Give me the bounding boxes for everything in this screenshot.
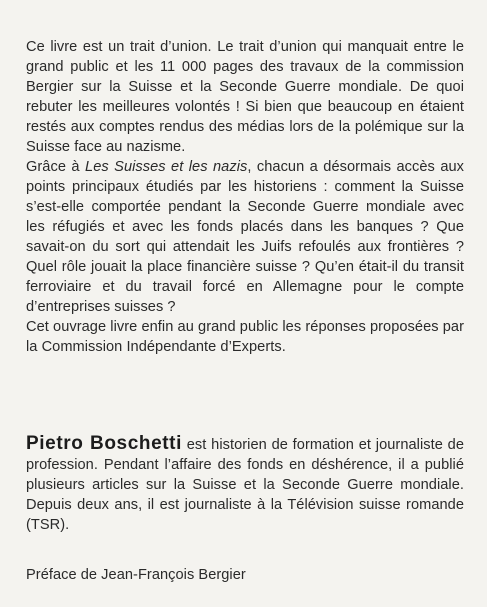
author-bio-paragraph — [26, 434, 464, 535]
blurb-paragraph-2-lead: Grâce à — [26, 159, 86, 175]
author-name: Pietro Boschetti — [26, 433, 182, 454]
preface-line: Préface de Jean-François Bergier — [26, 567, 246, 583]
book-title: Les Suisses et les nazis — [85, 159, 248, 175]
author-bio-text: est historien de formation et journaliste de profession. Pendant l’affaire des fonds en déshérence, il a publié plusieurs articles sur la Suisse et la Seconde Guerre mondiale. Depuis deux ans, il est journaliste à la Télévision suisse romande (TSR). — [26, 437, 464, 533]
blurb-paragraph-2-rest: , chacun a désormais accès aux points principaux étudiés par les historiens : comment la Suisse s’est-elle comportée pendant la Seconde Guerre mondiale avec les réfugiés et avec les fonds placés dans les banques ? Que savait-on du sort qui attendait les Juifs refoulés aux frontières ? Quel rôle jouait la place financière suisse ? Qu’en était-il du transit ferroviaire et du travail forcé en Allemagne pour le compte d’entreprises suisses ? — [26, 159, 464, 315]
blurb-paragraph-3: Cet ouvrage livre enfin au grand public les réponses proposées par la Commission Indépendante d’Experts. — [26, 319, 464, 355]
preface-credit — [26, 565, 464, 585]
blurb-paragraph-2 — [26, 157, 464, 317]
author-bio — [26, 434, 464, 535]
blurb-section — [26, 37, 464, 357]
blurb-paragraph-1: Ce livre est un trait d’union. Le trait d’union qui manquait entre le grand public et les 11 000 pages des travaux de la commission Bergier sur la Suisse et la Seconde Guerre mondiale. De quoi rebuter les meilleures volontés ! Si bien que beaucoup en étaient restés aux comptes rendus des médias lors de la polémique sur la Suisse face au nazisme. — [26, 39, 464, 155]
